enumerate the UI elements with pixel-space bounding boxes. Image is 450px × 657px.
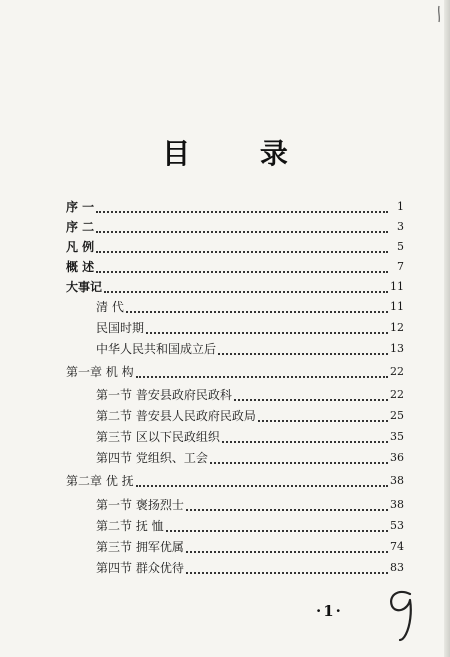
dot-leader (96, 257, 388, 273)
toc-entry-ch1-section-1[interactable] (96, 387, 404, 403)
dot-leader (96, 237, 388, 253)
toc-entry-label: 大事记 (66, 280, 103, 294)
dot-leader (126, 297, 388, 313)
toc-entry-chronicle[interactable] (66, 279, 404, 295)
dot-leader (96, 217, 388, 233)
toc-entry-page: 83 (390, 561, 404, 574)
handwritten-number-mark (376, 584, 426, 644)
toc-entry-label: 第三节 区以下民政组织 (96, 430, 220, 444)
toc-entry-page: 3 (397, 220, 404, 233)
dot-leader (186, 537, 388, 553)
toc-entry-page: 11 (390, 300, 404, 313)
toc-entry-guidelines[interactable] (66, 239, 404, 255)
dot-leader (186, 495, 388, 511)
toc-entry-page: 5 (397, 240, 404, 253)
toc-entry-republic-period[interactable] (96, 320, 404, 336)
toc-entry-page: 74 (390, 540, 404, 553)
dot-leader (104, 277, 388, 293)
toc-entry-page: 36 (390, 451, 404, 464)
toc-entry-ch1-section-4[interactable] (96, 450, 404, 466)
toc-entry-label: 第三节 拥军优属 (96, 540, 184, 554)
dot-leader (136, 471, 388, 487)
dot-leader (222, 427, 388, 443)
toc-entry-label: 第四节 群众优待 (96, 561, 184, 575)
dot-leader (146, 318, 388, 334)
toc-entry-label: 第一章 机 构 (66, 365, 134, 379)
toc-entry-label: 概 述 (66, 260, 95, 274)
toc-entry-label: 第一节 褒扬烈士 (96, 498, 184, 512)
dot-leader (96, 197, 388, 213)
toc-entry-ch2-section-1[interactable] (96, 497, 404, 513)
toc-entry-ch2-section-3[interactable] (96, 539, 404, 555)
toc-entry-ch2-section-4[interactable] (96, 560, 404, 576)
toc-entry-page: 38 (390, 498, 404, 511)
toc-entry-ch1-section-2[interactable] (96, 408, 404, 424)
dot-leader (166, 516, 388, 532)
toc-entry-label: 序 二 (66, 220, 95, 234)
dot-leader (234, 385, 388, 401)
toc-entry-page: 22 (390, 388, 404, 401)
toc-entry-label: 第二节 普安县人民政府民政局 (96, 409, 256, 423)
toc-entry-page: 12 (390, 321, 404, 334)
toc-entry-page: 25 (390, 409, 404, 422)
toc-entry-label: 凡 例 (66, 240, 95, 254)
toc-entry-qing-dynasty[interactable] (96, 299, 404, 315)
dot-leader (218, 339, 388, 355)
toc-entry-ch2-section-2[interactable] (96, 518, 404, 534)
toc-entry-page: 53 (390, 519, 404, 532)
page-title: 目 录 (162, 137, 318, 170)
toc-entry-page: 7 (397, 260, 404, 273)
toc-entry-overview[interactable] (66, 259, 404, 275)
toc-entry-page: 1 (397, 200, 404, 213)
toc-entry-label: 清 代 (96, 300, 124, 314)
toc-entry-page: 38 (390, 474, 404, 487)
toc-entry-label: 第一节 普安县政府民政科 (96, 388, 232, 402)
toc-entry-page: 35 (390, 430, 404, 443)
toc-entry-label: 第二节 抚 恤 (96, 519, 164, 533)
dot-leader (136, 362, 388, 378)
toc-entry-preface-1[interactable] (66, 199, 404, 215)
dot-leader (186, 558, 388, 574)
toc-entry-after-prc-founding[interactable] (96, 341, 404, 357)
toc-entry-ch1-section-3[interactable] (96, 429, 404, 445)
toc-entry-label: 第四节 党组织、工会 (96, 451, 208, 465)
toc-entry-preface-2[interactable] (66, 219, 404, 235)
toc-entry-page: 11 (390, 280, 404, 293)
dot-leader (258, 406, 388, 422)
toc-entry-label: 中华人民共和国成立后 (96, 342, 217, 356)
toc-entry-label: 民国时期 (96, 321, 145, 335)
toc-entry-label: 第二章 优 抚 (66, 474, 134, 488)
toc-entry-page: 22 (390, 365, 404, 378)
page-number-footer: ·1· (316, 602, 343, 620)
dot-leader (210, 448, 388, 464)
toc-entry-chapter-2[interactable] (66, 473, 404, 489)
toc-entry-chapter-1[interactable] (66, 364, 404, 380)
toc-entry-label: 序 一 (66, 200, 95, 214)
toc-entry-page: 13 (390, 342, 404, 355)
